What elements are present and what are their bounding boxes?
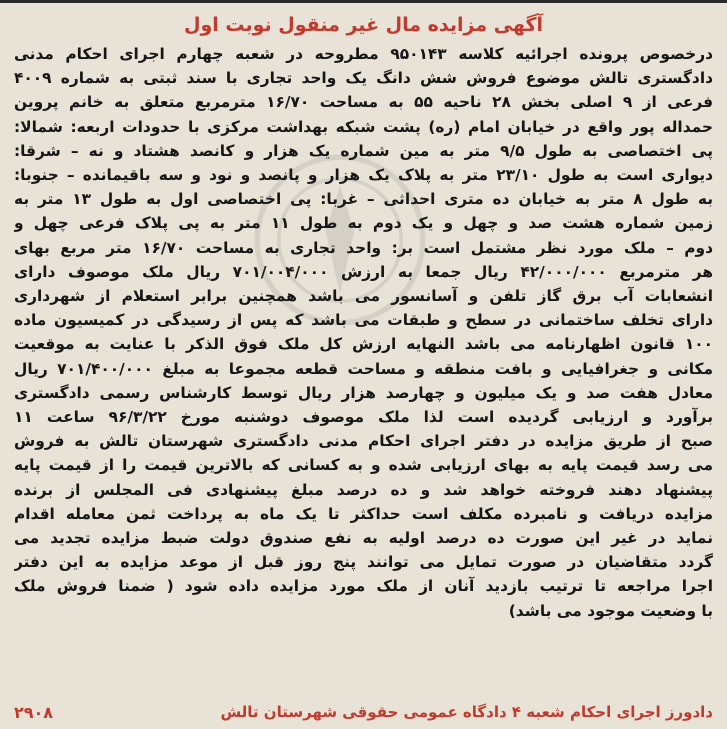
notice-line: پیشنهاد دهند فروخته خواهد شد و ده درصد مبلغ پیشنهادی فی المجلس از برنده [14, 480, 713, 499]
notice-code: ۲۹۰۸ [14, 702, 54, 722]
notice-line: درخصوص پرونده اجرائیه کلاسه ۹۵۰۱۴۳ مطروحه در شعبه چهارم اجرای احکام مدنی [14, 45, 713, 63]
notice-line: هر مترمربع ۴۲/۰۰۰/۰۰۰ ریال جمعا به ارزش ۷۰۱/۰۰۴/۰۰۰ ریال ملک موصوف دارای [14, 262, 713, 281]
notice-line: دیواری است به طول ۲۳/۱۰ متر به پلاک یک هزار و پانصد و نود و سه باقیمانده – جنوبا: [14, 166, 713, 185]
notice-line: مکانی و جغرافیایی و بافت منطقه و مساحت قطعه مجموعا به مبلغ ۷۰۱/۴۰۰/۰۰۰ ریال [14, 359, 713, 378]
notice-line: معادل هفت صد و یک میلیون و چهارصد هزار ریال توسط کارشناس رسمی دادگستری [14, 383, 713, 402]
notice-line: انشعابات آب برق گاز تلفن و آسانسور می باشد همچنین برابر استعلام از شهرداری [14, 287, 713, 306]
notice-line: دارای تخلف ساختمانی در سطح و طبقات می باشد که پس از رسیدگی در کمیسیون ماده [14, 311, 713, 330]
notice-line: حمداله پور واقع در خیابان امام (ره) پشت شبکه بهداشت مرکزی با حدودات اربعه: شمالا: [14, 117, 713, 136]
notice-line: مزایده دریافت و نامبرده مکلف است حداکثر تا یک ماه به پرداخت ثمن معامله اقدام [14, 504, 713, 523]
notice-title: آگهی مزایده مال غیر منقول نوبت اول [183, 14, 544, 36]
top-divider [0, 0, 727, 3]
notice-line: دوم – ملک مورد نظر مشتمل است بر: واحد تجاری به مساحت ۱۶/۷۰ متر مربع بهای [14, 238, 713, 257]
notice-line: به طول ۸ متر به خیابان ده متری احداثی – غربا: پی اختصاصی اول به طول ۱۳ متر به [14, 190, 713, 209]
notice-line: دادگستری تالش موضوع فروش شش دانگ یک واحد تجاری با سند ثبتی به شماره ۴۰۰۹ [14, 69, 713, 88]
notice-line: با وضعیت موجود می باشد) [508, 601, 713, 620]
notice-line: نماید در غیر این صورت ده درصد اولیه به نفع صندوق دولت ضبط مزایده تجدید می [14, 529, 713, 548]
notice-line: صبح از طریق مزایده در دفتر اجرای احکام مدنی دادگستری شهرستان تالش به فروش [14, 432, 713, 451]
notice-line: می رسد قیمت پایه به بهای ارزیابی شده و به کسانی که بالاترین قیمت را از قیمت پایه [14, 456, 713, 475]
signature: دادورز اجرای احکام شعبه ۴ دادگاه عمومی حقوقی شهرستان تالش [220, 703, 713, 721]
notice-line: گردد متقاضیان در صورت تمایل می توانند پنج روز قبل از موعد مزایده به این دفتر [14, 553, 713, 572]
notice-body [14, 42, 713, 682]
notice-line: برآورد و ارزیابی گردیده است لذا ملک موصوف دوشنبه مورخ ۹۶/۳/۲۲ ساعت ۱۱ [14, 408, 713, 427]
notice-footer [14, 699, 713, 725]
notice-line: اجرا مراجعه تا ترتیب بازدید آنان از ملک مورد مزایده داده شود ( ضمنا فروش ملک [14, 577, 713, 596]
notice-line: پی اختصاصی به طول ۹/۵ متر به مین شماره یک هزار و کانصد هشتاد و نه – شرقا: [14, 141, 713, 160]
notice-line: فرعی از ۹ اصلی بخش ۲۸ ناحیه ۵۵ به مساحت ۱۶/۷۰ مترمربع متعلق به خانم پروین [14, 93, 713, 112]
notice-line: زمین شماره هشت صد و چهل و یک دوم به طول ۱۱ متر به پی پلاک فرعی چهل و [14, 214, 713, 233]
notice-line: ۱۰۰ قانون اظهارنامه می باشد النهایه ارزش کل ملک فوق الذکر با عنایت به موقعیت [14, 335, 713, 354]
